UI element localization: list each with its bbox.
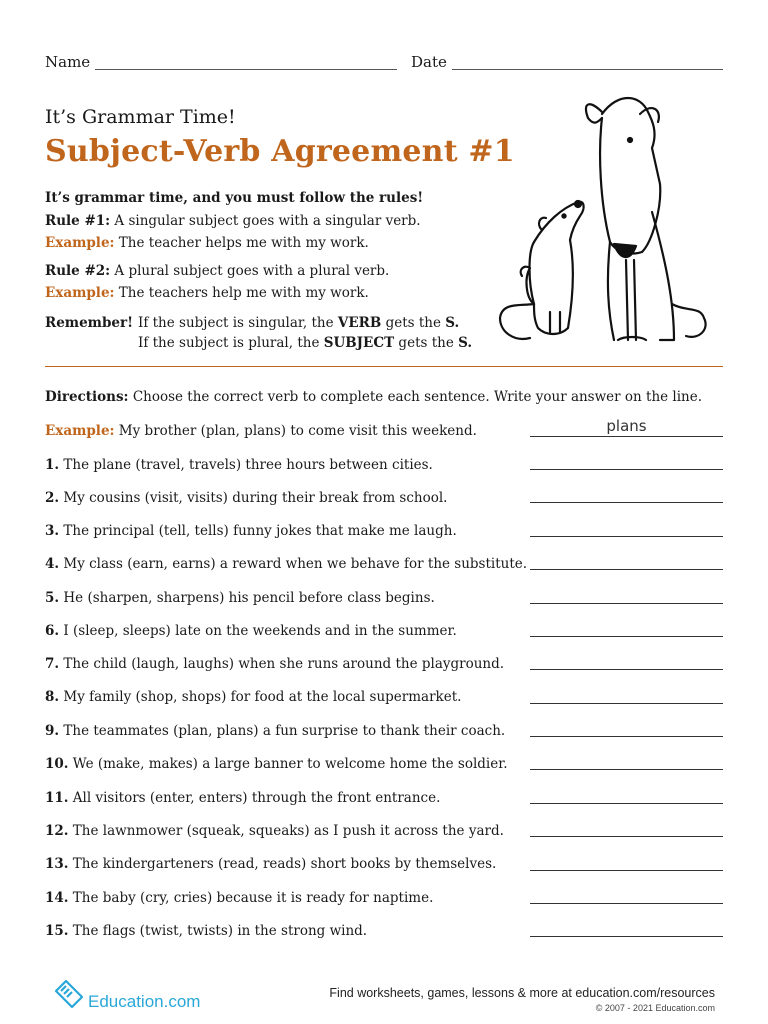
directions-text: Choose the correct verb to complete each sentence. Write your answer on the line.	[128, 389, 703, 405]
question-8	[45, 689, 461, 705]
directions	[45, 389, 702, 406]
rule-1	[45, 213, 421, 230]
question-15	[45, 923, 367, 939]
question-text: The teammates (plan, plans) a fun surprise to thank their coach.	[59, 723, 506, 739]
name-label: Name	[45, 53, 91, 71]
question-text: I (sleep, sleeps) late on the weekends and in the summer.	[59, 623, 457, 639]
question-11	[45, 790, 440, 806]
question-7	[45, 656, 504, 672]
footer-tagline[interactable]: Find worksheets, games, lessons & more at education.com/resources	[329, 986, 715, 1000]
question-number: 2.	[45, 490, 60, 506]
dogs-illustration	[490, 92, 730, 357]
remember-line-2-b: SUBJECT	[323, 335, 395, 351]
example-2-label: Example:	[45, 285, 115, 301]
answer-line-15[interactable]	[530, 936, 723, 937]
question-14	[45, 890, 433, 906]
remember-line-2-c: gets the	[394, 335, 459, 351]
answer-line-1[interactable]	[530, 469, 723, 470]
answer-line-6[interactable]	[530, 636, 723, 637]
question-text: My class (earn, earns) a reward when we behave for the substitute.	[59, 556, 528, 572]
question-number: 7.	[45, 656, 60, 672]
rule-2-label: Rule #2:	[45, 263, 111, 279]
name-field[interactable]	[95, 69, 397, 70]
date-label: Date	[411, 53, 447, 71]
remember-label: Remember!	[45, 315, 134, 331]
question-number: 9.	[45, 723, 60, 739]
example-1-label: Example:	[45, 235, 115, 251]
answer-line-3[interactable]	[530, 536, 723, 537]
question-number: 10.	[45, 756, 69, 772]
example-1	[45, 235, 369, 252]
question-number: 3.	[45, 523, 60, 539]
question-4	[45, 556, 527, 572]
example-answer-line	[530, 436, 723, 437]
answer-line-4[interactable]	[530, 569, 723, 570]
question-text: My cousins (visit, visits) during their break from school.	[59, 490, 448, 506]
question-6	[45, 623, 457, 639]
example-2	[45, 285, 369, 302]
example-answer: plans	[606, 417, 647, 435]
question-text: He (sharpen, sharpens) his pencil before class begins.	[59, 590, 435, 606]
question-text: The principal (tell, tells) funny jokes that make me laugh.	[59, 523, 457, 539]
rule-1-text: A singular subject goes with a singular verb.	[110, 213, 421, 229]
question-text: The lawnmower (squeak, squeaks) as I push it across the yard.	[68, 823, 504, 839]
remember-line-1	[138, 315, 459, 332]
remember-line-1-a: If the subject is singular, the	[138, 315, 338, 331]
question-number: 5.	[45, 590, 60, 606]
rule-2	[45, 263, 389, 280]
question-number: 8.	[45, 689, 60, 705]
question-13	[45, 856, 496, 872]
answer-line-10[interactable]	[530, 769, 723, 770]
small-dog-drawing	[500, 201, 584, 339]
question-12	[45, 823, 504, 839]
page-title: Subject-Verb Agreement #1	[45, 134, 515, 169]
section-divider	[45, 366, 723, 367]
answer-line-14[interactable]	[530, 903, 723, 904]
rule-1-label: Rule #1:	[45, 213, 111, 229]
brand-name[interactable]: Education.com	[88, 992, 201, 1011]
date-field[interactable]	[452, 69, 723, 70]
answer-line-11[interactable]	[530, 803, 723, 804]
question-5	[45, 590, 435, 606]
example-question	[45, 423, 477, 439]
answer-line-13[interactable]	[530, 870, 723, 871]
question-number: 12.	[45, 823, 69, 839]
remember-line-1-c: gets the	[381, 315, 446, 331]
page-subtitle: It’s Grammar Time!	[45, 106, 236, 128]
example-1-text: The teacher helps me with my work.	[114, 235, 369, 251]
remember-line-2-d: S.	[458, 335, 473, 351]
intro-text: It’s grammar time, and you must follow the rules!	[45, 190, 424, 206]
remember-line-1-d: S.	[445, 315, 460, 331]
question-number: 1.	[45, 457, 60, 473]
big-dog-drawing	[586, 98, 706, 340]
answer-line-8[interactable]	[530, 703, 723, 704]
question-text: We (make, makes) a large banner to welcome home the soldier.	[68, 756, 508, 772]
remember-line-2	[138, 335, 472, 352]
question-text: The child (laugh, laughs) when she runs around the playground.	[59, 656, 505, 672]
question-9	[45, 723, 505, 739]
question-text: My family (shop, shops) for food at the local supermarket.	[59, 689, 462, 705]
question-2	[45, 490, 447, 506]
answer-line-12[interactable]	[530, 836, 723, 837]
question-number: 14.	[45, 890, 69, 906]
rule-2-text: A plural subject goes with a plural verb.	[110, 263, 390, 279]
answer-line-9[interactable]	[530, 736, 723, 737]
question-text: The kindergarteners (read, reads) short books by themselves.	[68, 856, 497, 872]
directions-label: Directions:	[45, 389, 129, 405]
remember-line-1-b: VERB	[337, 315, 382, 331]
answer-line-5[interactable]	[530, 603, 723, 604]
remember-line-2-a: If the subject is plural, the	[138, 335, 324, 351]
question-number: 15.	[45, 923, 69, 939]
education-logo-icon	[52, 979, 86, 1009]
question-number: 4.	[45, 556, 60, 572]
question-text: The baby (cry, cries) because it is ready for naptime.	[68, 890, 434, 906]
question-10	[45, 756, 507, 772]
question-1	[45, 457, 433, 473]
example-2-text: The teachers help me with my work.	[114, 285, 369, 301]
question-3	[45, 523, 457, 539]
question-number: 6.	[45, 623, 60, 639]
footer-copyright: © 2007 - 2021 Education.com	[595, 1003, 715, 1013]
example-question-label: Example:	[45, 423, 115, 439]
example-question-text: My brother (plan, plans) to come visit this weekend.	[114, 423, 477, 439]
question-text: The plane (travel, travels) three hours between cities.	[59, 457, 433, 473]
question-number: 13.	[45, 856, 69, 872]
question-text: The flags (twist, twists) in the strong wind.	[68, 923, 368, 939]
answer-line-2[interactable]	[530, 502, 723, 503]
question-text: All visitors (enter, enters) through the front entrance.	[68, 790, 441, 806]
question-number: 11.	[45, 790, 69, 806]
answer-line-7[interactable]	[530, 669, 723, 670]
